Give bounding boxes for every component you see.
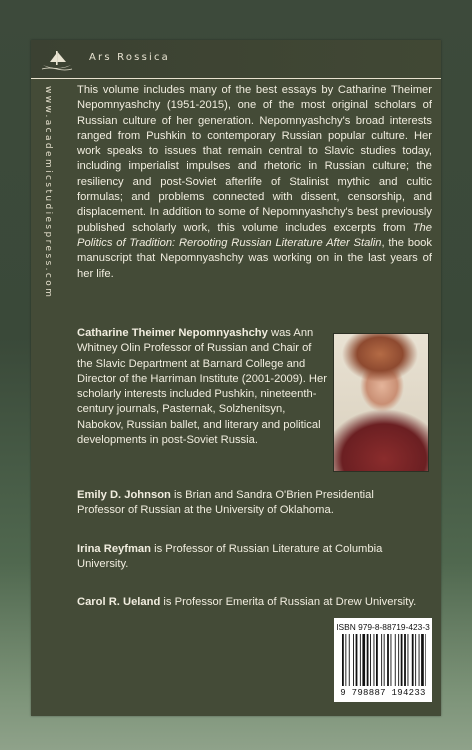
barcode-bar	[387, 634, 389, 686]
barcode-bar	[349, 634, 350, 686]
editor-bio	[77, 595, 417, 610]
barcode-bar	[381, 634, 382, 686]
barcode-bar	[425, 634, 426, 686]
book-description	[77, 83, 432, 282]
editor-bio-text: is Professor Emerita of Russian at Drew University.	[160, 596, 417, 608]
barcode-bar	[412, 634, 414, 686]
barcode-bar	[384, 634, 385, 686]
barcode-bars	[342, 634, 426, 686]
description-text-end: , the book manuscript that Nepomnyashchy was working on in the last years of her life.	[77, 236, 433, 280]
isbn-digits: 9 798887 194233	[340, 688, 426, 698]
barcode-bar	[419, 634, 420, 686]
barcode-bar	[353, 634, 354, 686]
barcode-bar	[401, 634, 403, 686]
author-photo	[333, 333, 429, 472]
barcode-bar	[395, 634, 396, 686]
barcode-bar	[356, 634, 358, 686]
series-name: Ars Rossica	[89, 52, 170, 63]
book-title: The Politics of Tradition: Rerooting Russian Literature After Stalin	[77, 221, 432, 249]
editor-name: Emily D. Johnson	[77, 489, 171, 501]
author-bio	[77, 326, 327, 448]
editor-bio-text: is Brian and Sandra O'Brien Presidential Professor of Russian at the University of Oklahoma.	[77, 489, 374, 517]
description-text: This volume includes many of the best essays by Catharine Theimer Nepomnyashchy (1951-2015), one of the most original scholars of Russian culture of her generation. Nepomnyashchy's broad interests ranged from Pushkin to contemporary Russian popular culture. Her work speaks to issues that remain central to Slavic studies today, including imperialist impulses and rhetoric in Russian culture; the resiliency and post-Soviet afterlife of Stalinist mythic and cultic formulas; and problems connected with dissent, censorship, and displacement. In addition to some of Nepomnyashchy's best previously published scholarly work, this volume includes excerpts from	[77, 84, 432, 234]
barcode-bar	[398, 634, 399, 686]
series-header	[31, 40, 441, 79]
barcode-bar	[345, 634, 346, 686]
barcode-bar	[408, 634, 409, 686]
barcode-bar	[391, 634, 392, 686]
boat-logo-icon	[41, 48, 73, 72]
barcode-bar	[415, 634, 416, 686]
barcode-bar	[370, 634, 371, 686]
barcode-bar	[374, 634, 375, 686]
publisher-url: www.academicstudiespress.com	[43, 86, 53, 300]
barcode-bar	[404, 634, 406, 686]
author-bio-text: was Ann Whitney Olin Professor of Russian and Chair of the Slavic Department at Barnard College and Director of the Harriman Institute (2001-2009). Her scholarly interests included Pushkin, nineteenth-century journals, Pasternak, Solzhenitsyn, Nabokov, Russian ballet, and literary and political developments in post-Soviet Russia.	[77, 327, 327, 447]
editor-bio-text: is Professor of Russian Literature at Columbia University.	[77, 543, 383, 571]
isbn-barcode	[334, 618, 432, 702]
barcode-bar	[362, 634, 365, 686]
barcode-bar	[367, 634, 369, 686]
author-name: Catharine Theimer Nepomnyashchy	[77, 327, 268, 339]
editor-name: Carol R. Ueland	[77, 596, 161, 608]
back-cover-panel	[31, 40, 441, 716]
editor-bio	[77, 488, 417, 519]
barcode-bar	[342, 634, 344, 686]
isbn-label: ISBN 979-8-88719-423-3	[336, 622, 430, 632]
barcode-bar	[421, 634, 424, 686]
editor-name: Irina Reyfman	[77, 543, 151, 555]
barcode-bar	[360, 634, 361, 686]
barcode-bar	[376, 634, 378, 686]
editor-bio	[77, 542, 417, 573]
